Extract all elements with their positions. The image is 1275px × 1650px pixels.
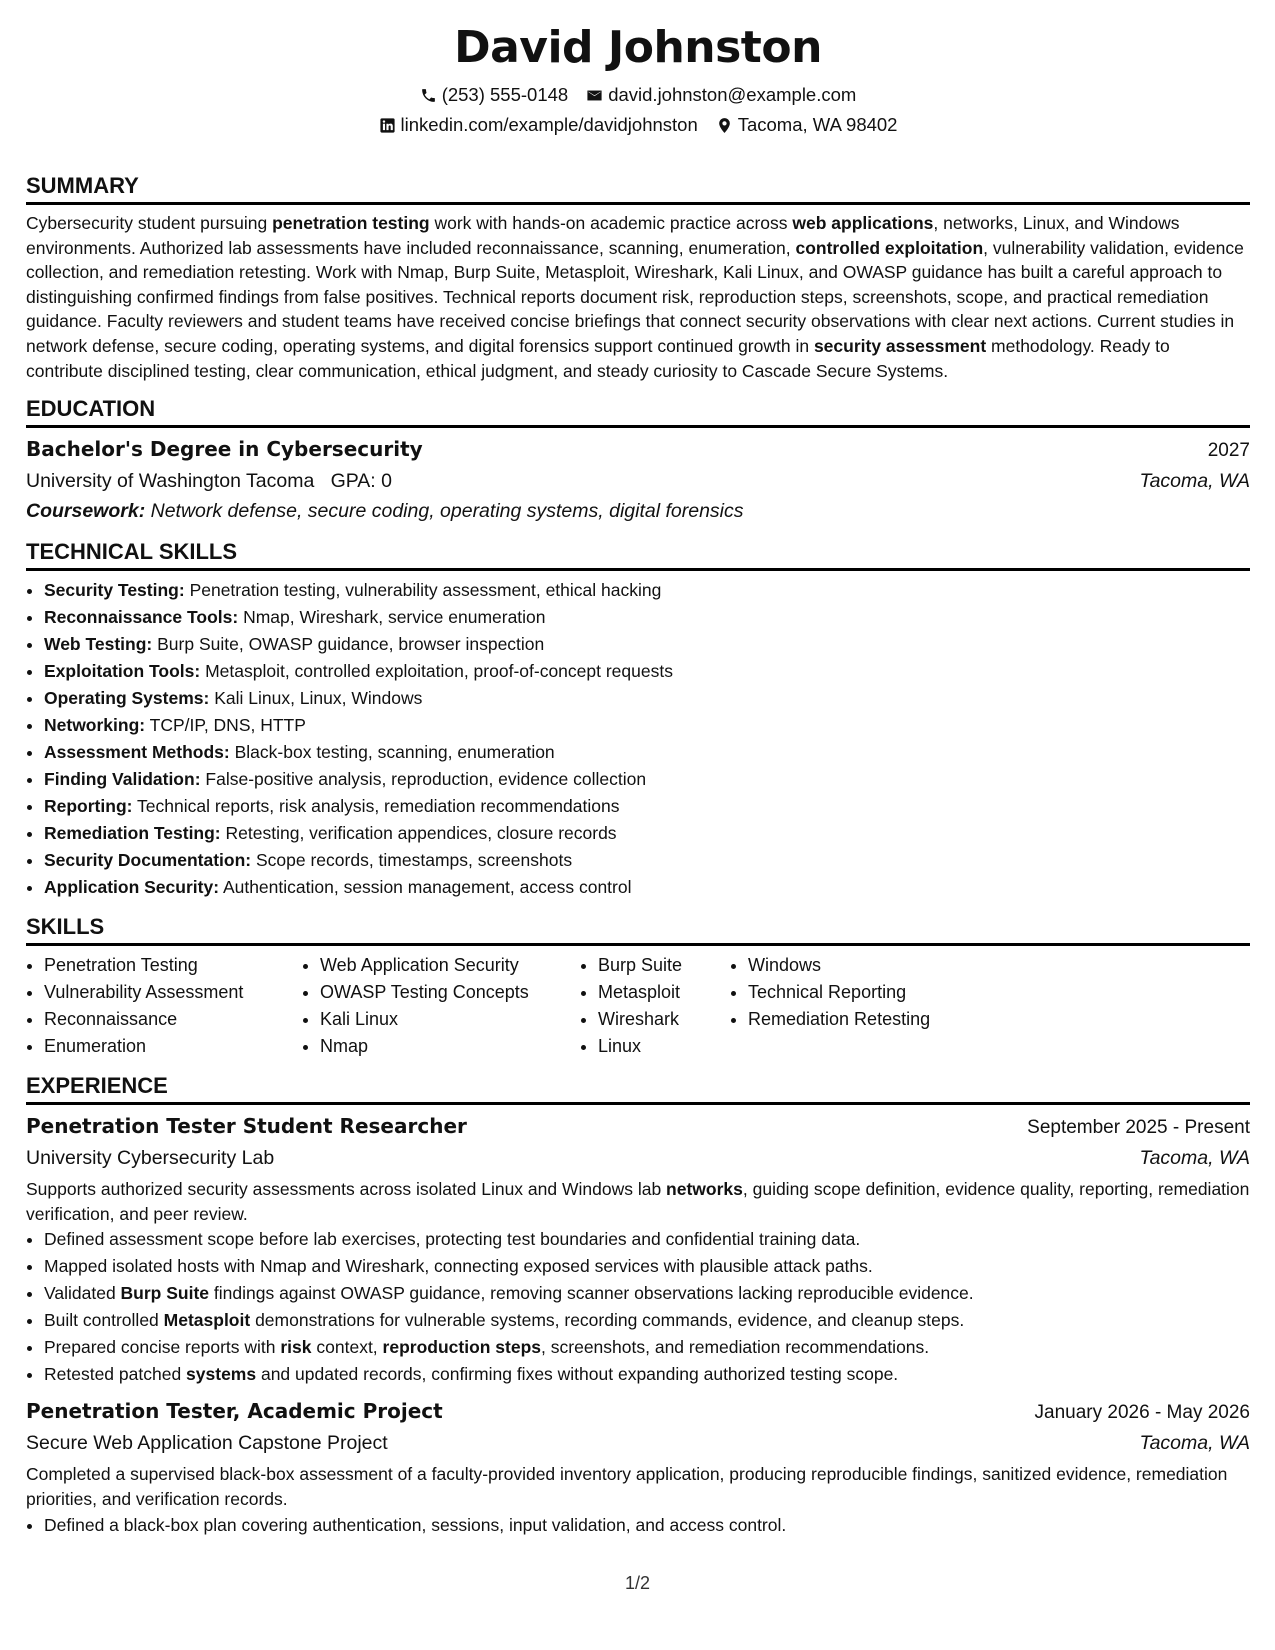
page-number: 1/2 [624, 1573, 651, 1593]
job-title [26, 1396, 443, 1426]
job-dates: January 2026 - May 2026 [1034, 1402, 1250, 1424]
tech-skill-item [44, 847, 1250, 874]
bold-keyword: web applications [792, 213, 934, 233]
job-org: Secure Web Application Capstone Project [26, 1432, 388, 1455]
skill-item: • Web Application Security [320, 952, 580, 979]
tech-skill-value: False-positive analysis, reproduction, evidence collection [205, 769, 647, 790]
text-run: Mapped isolated hosts with Nmap and Wireshark, connecting exposed services with plausible attack paths. [44, 1256, 873, 1277]
tech-skill-label: Finding Validation: [44, 769, 201, 790]
tech-skill-item [44, 604, 1250, 631]
job-title-text: Penetration Tester, Academic Project [26, 1399, 443, 1424]
tech-skill-label: Remediation Testing: [44, 823, 221, 844]
tech-skill-item [44, 766, 1250, 793]
summary-text [26, 211, 1250, 383]
tech-skill-value: Scope records, timestamps, screenshots [256, 850, 573, 871]
job-bullet [44, 1361, 1250, 1388]
skill-item: • Vulnerability Assessment [44, 979, 302, 1006]
bold-keyword: security assessment [813, 335, 987, 356]
gpa: GPA: 0 [330, 470, 392, 493]
bold-keyword: controlled exploitation [795, 237, 984, 258]
section-title-skills: SKILLS [26, 913, 1250, 946]
tech-skill-value: Black-box testing, scanning, enumeration [234, 742, 555, 763]
bold-keyword: risk [280, 1337, 312, 1358]
text-run: , guiding scope definition, evidence quality, reporting, remediation verification, and peer review. [26, 1179, 1250, 1224]
phone-icon [420, 87, 437, 104]
job-bullet [44, 1307, 1250, 1334]
text-run: Defined assessment scope before lab exercises, protecting test boundaries and confidential training data. [44, 1229, 861, 1250]
skill-item: • Wireshark [598, 1006, 730, 1033]
skill-item: • Technical Reporting [748, 979, 968, 1006]
map-pin-icon [716, 117, 733, 134]
email-text[interactable]: david.johnston@example.com [608, 84, 857, 105]
job-title-text: Penetration Tester Student Researcher [26, 1114, 467, 1139]
technical-skills-list [26, 577, 1250, 901]
section-title-summary: SUMMARY [26, 172, 1250, 205]
school-name: University of Washington Tacoma [26, 470, 315, 493]
skills-column [730, 952, 968, 1060]
job-bullet [44, 1226, 1250, 1253]
graduation-year: 2027 [1207, 440, 1250, 462]
section-title-education: EDUCATION [26, 395, 1250, 428]
text-run: Completed a supervised black-box assessment of a faculty-provided inventory application, producing reproducible findings, sanitized evidence, remediation priorities, and verification records. [26, 1464, 1228, 1509]
text-run: findings against OWASP guidance, removing scanner observations lacking reproducible evidence. [209, 1283, 974, 1304]
job-bullet [44, 1280, 1250, 1307]
contact-linkedin[interactable] [379, 114, 698, 136]
tech-skill-label: Assessment Methods: [44, 742, 230, 763]
skills-column [302, 952, 580, 1060]
tech-skill-label: Security Testing: [44, 580, 185, 601]
text-run: Supports authorized security assessments across isolated Linux and Windows lab [26, 1179, 667, 1200]
envelope-icon [586, 87, 603, 104]
bold-keyword: penetration testing [272, 213, 430, 233]
job-dates: September 2025 - Present [1027, 1117, 1250, 1139]
section-title-experience: EXPERIENCE [26, 1072, 1250, 1105]
tech-skill-item [44, 739, 1250, 766]
text-run: context, [311, 1337, 383, 1358]
text-run: Defined a black-box plan covering authentication, sessions, input validation, and access control. [44, 1514, 787, 1535]
text-run: , screenshots, and remediation recommendations. [541, 1337, 930, 1358]
linkedin-icon [379, 117, 396, 134]
skill-item: • Enumeration [44, 1033, 302, 1060]
tech-skill-value: Technical reports, risk analysis, remediation recommendations [137, 796, 620, 817]
text-run: demonstrations for vulnerable systems, recording commands, evidence, and cleanup steps. [250, 1310, 965, 1331]
school-location: Tacoma, WA [1139, 470, 1250, 493]
skill-item: • Penetration Testing [44, 952, 302, 979]
contact-line-1 [26, 84, 1250, 106]
bold-keyword: Burp Suite [120, 1283, 210, 1304]
contact-email[interactable] [586, 84, 856, 106]
bold-keyword: Metasploit [163, 1310, 251, 1331]
skills-column [26, 952, 302, 1060]
tech-skill-item [44, 793, 1250, 820]
education-entry [26, 434, 1250, 526]
text-run: Built controlled [44, 1310, 164, 1331]
text-run: , networks, Linux, and Windows environments. Authorized lab assessments have included reconnaissance, scanning, enumeration, [26, 213, 1180, 258]
job-description [26, 1462, 1250, 1511]
tech-skill-item [44, 658, 1250, 685]
job-bullets [26, 1512, 1250, 1539]
skill-item: • Windows [748, 952, 968, 979]
text-run: Cybersecurity student pursuing [26, 213, 273, 233]
tech-skill-item [44, 685, 1250, 712]
tech-skill-value: Nmap, Wireshark, service enumeration [243, 607, 546, 628]
tech-skill-item [44, 631, 1250, 658]
tech-skill-label: Exploitation Tools: [44, 661, 201, 682]
skill-item: • Remediation Retesting [748, 1006, 968, 1033]
text-run: Retested patched [44, 1364, 187, 1385]
tech-skill-item [44, 577, 1250, 604]
job-description [26, 1177, 1250, 1226]
skill-item: • Kali Linux [320, 1006, 580, 1033]
job-bullets [26, 1226, 1250, 1388]
tech-skill-item [44, 820, 1250, 847]
tech-skill-value: Retesting, verification appendices, closure records [225, 823, 617, 844]
skills-column [580, 952, 730, 1060]
tech-skill-label: Web Testing: [44, 634, 153, 655]
skill-item: • Burp Suite [598, 952, 730, 979]
text-run: and updated records, confirming fixes without expanding authorized testing scope. [256, 1364, 899, 1385]
degree-title: Bachelor's Degree in Cybersecurity [26, 437, 423, 462]
text-run: methodology. Ready to contribute disciplined testing, clear communication, ethical judgment, and steady curiosity to Cascade Secure Systems. [26, 335, 1170, 381]
education-school-row [26, 466, 1250, 496]
school-info [26, 466, 392, 496]
tech-skill-value: Burp Suite, OWASP guidance, browser inspection [157, 634, 545, 655]
phone-text: (253) 555-0148 [441, 84, 569, 105]
tech-skill-value: Authentication, session management, access control [222, 877, 632, 898]
skill-item: • Metasploit [598, 979, 730, 1006]
education-header-row [26, 434, 1250, 466]
tech-skill-value: Kali Linux, Linux, Windows [214, 688, 423, 709]
location-text: Tacoma, WA 98402 [737, 114, 898, 135]
tech-skill-item [44, 874, 1250, 901]
job-bullet [44, 1512, 1250, 1539]
text-run: Validated [44, 1283, 121, 1304]
resume-header [26, 0, 1250, 136]
contact-line-2 [26, 114, 1250, 136]
tech-skill-label: Networking: [44, 715, 146, 736]
resume-page [26, 0, 1250, 1650]
coursework [26, 496, 1250, 526]
tech-skill-label: Security Documentation: [44, 850, 252, 871]
job-bullet [44, 1253, 1250, 1280]
skill-item: • Linux [598, 1033, 730, 1060]
skill-item: • Reconnaissance [44, 1006, 302, 1033]
job-org-row [26, 1143, 1250, 1173]
experience-entry [26, 1396, 1250, 1538]
job-org: University Cybersecurity Lab [26, 1147, 275, 1170]
tech-skill-value: Penetration testing, vulnerability assessment, ethical hacking [189, 580, 662, 601]
coursework-label: Coursework: [26, 500, 146, 523]
job-header-row [26, 1396, 1250, 1428]
job-location: Tacoma, WA [1139, 1432, 1250, 1455]
tech-skill-label: Application Security: [44, 877, 220, 898]
text-run: work with hands-on academic practice across [429, 213, 793, 233]
coursework-text: Network defense, secure coding, operating systems, digital forensics [150, 500, 744, 523]
tech-skill-label: Operating Systems: [44, 688, 210, 709]
job-org-row [26, 1428, 1250, 1458]
section-title-technical-skills: TECHNICAL SKILLS [26, 538, 1250, 571]
contact-location [716, 114, 898, 136]
contact-phone [420, 84, 569, 106]
bold-keyword: systems [186, 1364, 257, 1385]
tech-skill-label: Reporting: [44, 796, 133, 817]
skill-item: • OWASP Testing Concepts [320, 979, 580, 1006]
linkedin-text[interactable]: linkedin.com/example/davidjohnston [400, 114, 698, 135]
job-location: Tacoma, WA [1139, 1147, 1250, 1170]
bold-keyword: reproduction steps [382, 1337, 542, 1358]
text-run: , vulnerability validation, evidence collection, and remediation retesting. Work with Nmap, Burp Suite, Metasploit, Wireshark, Kali Linux, and OWASP guidance has built a careful approach to distinguishing confirmed findings from false positives. Technical reports document risk, reproduction steps, screenshots, scope, and practical remediation guidance. Faculty reviewers and student teams have received concise briefings that connect security observations with clear next actions. Current studies in network defense, secure coding, operating systems, and digital forensics support continued growth in [26, 237, 1244, 356]
experience-entry [26, 1111, 1250, 1388]
skills-grid [26, 952, 1250, 1060]
job-title [26, 1111, 467, 1141]
text-run: Prepared concise reports with [44, 1337, 281, 1358]
job-bullet [44, 1334, 1250, 1361]
tech-skill-item [44, 712, 1250, 739]
candidate-name: David Johnston [454, 22, 822, 73]
bold-keyword: networks [666, 1179, 743, 1200]
job-header-row [26, 1111, 1250, 1143]
tech-skill-value: TCP/IP, DNS, HTTP [149, 715, 306, 736]
skill-item: • Nmap [320, 1033, 580, 1060]
tech-skill-value: Metasploit, controlled exploitation, proof-of-concept requests [205, 661, 673, 682]
tech-skill-label: Reconnaissance Tools: [44, 607, 239, 628]
